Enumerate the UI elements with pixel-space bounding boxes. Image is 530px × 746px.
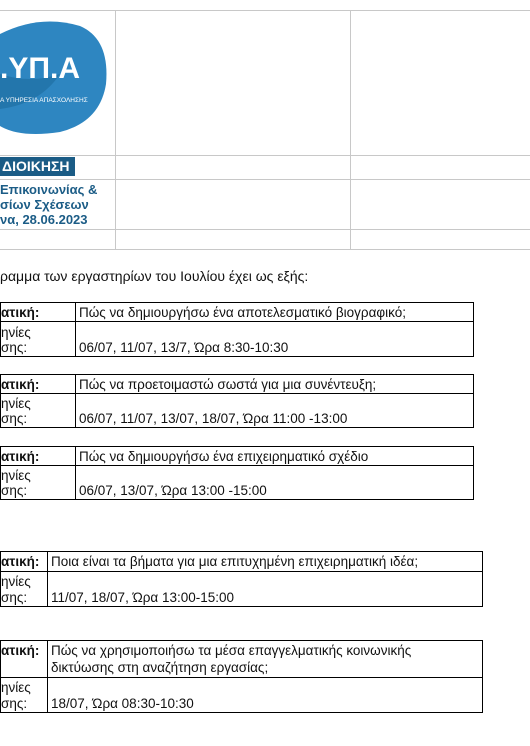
intro-paragraph: ραμμα των εργαστηρίων του Ιουλίου έχει ως εξής:	[0, 268, 309, 284]
department-line-1: Επικοινωνίας &	[0, 182, 98, 197]
workshop-table-2	[0, 374, 474, 428]
grid-line	[0, 249, 530, 250]
dates-label-1: ηνίες	[1, 396, 31, 411]
workshop-topic: Ποια είναι τα βήματα για μια επιτυχημένη επιχειρηματική ιδέα;	[51, 554, 419, 569]
topic-label: ατική:	[1, 554, 40, 569]
workshop-dates: 18/07, Ώρα 08:30-10:30	[51, 696, 194, 711]
row-divider	[1, 571, 482, 572]
workshop-dates: 06/07, 13/07, Ώρα 13:00 -15:00	[79, 483, 267, 498]
dates-label-1: ηνίες	[1, 468, 31, 483]
grid-line	[0, 10, 530, 11]
dates-label-1: ηνίες	[1, 680, 31, 695]
grid-line	[0, 155, 530, 156]
workshop-dates: 11/07, 18/07, Ώρα 13:00-15:00	[51, 590, 235, 605]
dates-label-1: ηνίες	[1, 574, 31, 589]
workshop-topic-line-2: δικτύωσης στη αναζήτηση εργασίας;	[51, 660, 269, 675]
dates-label-1: ηνίες	[1, 325, 31, 340]
workshop-topic: Πώς να δημιουργήσω ένα αποτελεσματικό βιογραφικό;	[79, 305, 406, 320]
workshop-table-5	[0, 640, 483, 713]
workshop-table-3	[0, 446, 474, 500]
row-divider	[1, 321, 473, 322]
topic-label: ατική:	[1, 449, 40, 464]
grid-line	[350, 10, 351, 250]
logo-subtext: Α ΥΠΗΡΕΣΙΑ ΑΠΑΣΧΟΛΗΣΗΣ	[0, 97, 88, 104]
dates-label-2: σης:	[1, 590, 28, 605]
workshop-topic: Πώς να δημιουργήσω ένα επιχειρηματικό σχέδιο	[79, 449, 369, 464]
workshop-topic-line-1: Πώς να χρησιμοποιήσω τα μέσα επαγγελματικής κοινωνικής	[51, 643, 412, 658]
workshop-dates: 06/07, 11/07, 13/7, Ώρα 8:30-10:30	[79, 340, 289, 355]
dates-label-2: σης:	[1, 483, 28, 498]
topic-label: ατική:	[1, 377, 40, 392]
row-divider	[1, 393, 473, 394]
department-banner: ΔΙΟΙΚΗΣΗ	[0, 157, 75, 176]
dates-label-2: σης:	[1, 696, 28, 711]
row-divider	[1, 465, 473, 466]
organization-logo	[0, 14, 112, 136]
logo-text: .ΥΠ.Α	[0, 52, 81, 85]
workshop-topic: Πώς να προετοιμαστώ σωστά για μια συνέντευξη;	[79, 377, 377, 392]
row-divider	[1, 677, 482, 678]
workshop-dates: 06/07, 11/07, 13/07, 18/07, Ώρα 11:00 -13:00	[79, 411, 348, 426]
grid-line	[0, 229, 530, 230]
topic-label: ατική:	[1, 643, 40, 658]
topic-label: ατική:	[1, 305, 40, 320]
document-date: να, 28.06.2023	[0, 212, 88, 227]
dates-label-2: σης:	[1, 340, 28, 355]
workshop-table-1	[0, 302, 474, 357]
department-line-2: σίων Σχέσεων	[0, 197, 89, 212]
workshop-table-4	[0, 551, 483, 607]
dates-label-2: σης:	[1, 411, 28, 426]
grid-line	[0, 179, 530, 180]
grid-line	[115, 10, 116, 250]
